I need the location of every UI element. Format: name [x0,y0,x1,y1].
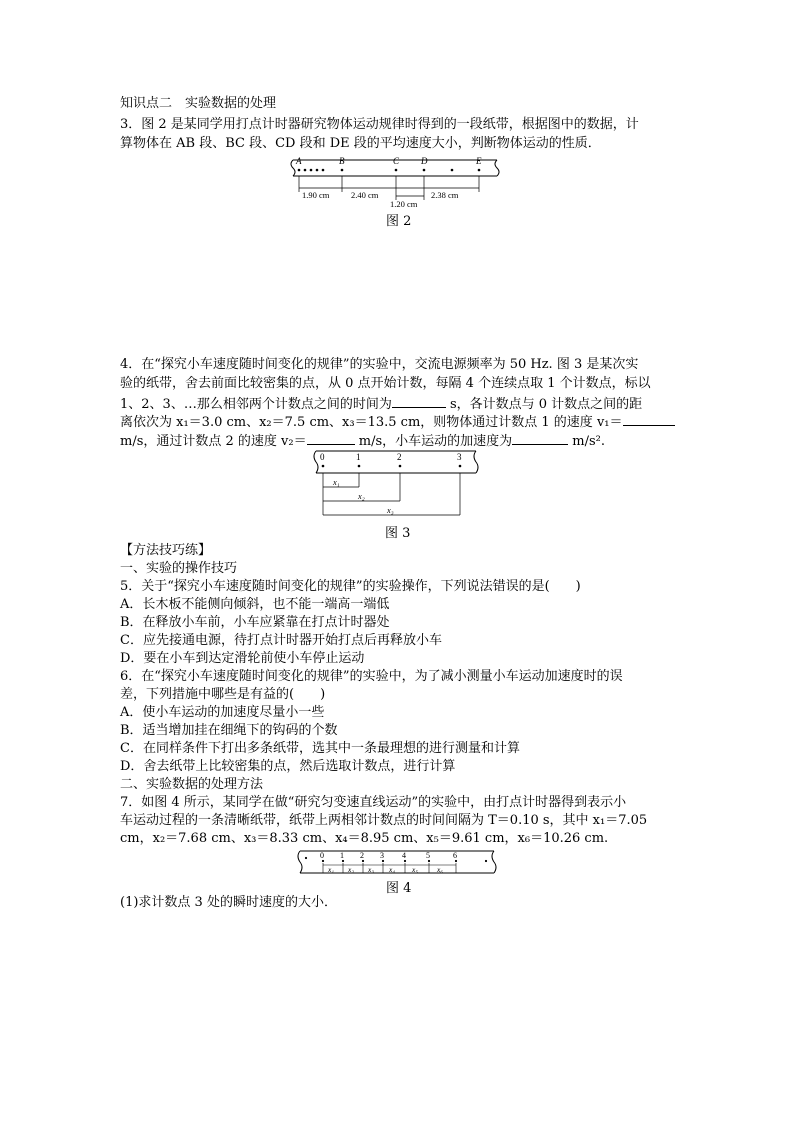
count-point-0: 0 [320,452,325,462]
point-label-e: E [476,156,482,166]
q4-line5-text-c: m/s². [568,434,605,449]
methods-sub2: 二、实验数据的处理方法 [120,777,264,792]
tape-point-1: 1 [340,851,344,860]
distance-x1: x₁ [333,477,340,487]
tape-point-4: 4 [402,851,406,860]
q6-option-c: C．在同样条件下打出多条纸带，选其中一条最理想的进行测量和计算 [120,741,520,756]
methods-heading: 【方法技巧练】 [120,543,212,558]
q4-line5-text-a: m/s，通过计数点 2 的速度 v₂＝ [120,434,307,449]
count-point-2: 2 [397,452,402,462]
q4-line3-end: s，各计数点与 0 计数点之间的距 [445,397,643,412]
count-point-1: 1 [356,452,361,462]
tape-dots [305,857,487,862]
point-label-d: D [421,156,428,166]
tape-point-2: 2 [360,851,364,860]
q4-line1: 4．在“探究小车速度随时间变化的规律”的实验中，交流电源频率为 50 Hz. 图 3 是某次实 [120,357,639,372]
tape-point-3: 3 [380,851,384,860]
q4-line5-text-b: m/s，小车运动的加速度为 [354,434,513,449]
point-label-b: B [339,156,345,166]
q4-line4-text: 离依次为 x₁＝3.0 cm、x₂＝7.5 cm、x₃＝13.5 cm，则物体通过计数点 1 的速度 v₁＝ [120,415,623,430]
figure-4-tape [294,849,500,877]
tape-point-6: 6 [453,851,457,860]
answer-blank-acceleration[interactable] [512,432,568,445]
q5-option-b: B．在释放小车前，小车应紧靠在打点计时器处 [120,615,390,630]
q5-option-a: A．长木板不能侧向倾斜，也不能一端高一端低 [120,597,390,612]
figure-3-caption: 图 3 [385,526,411,541]
tape-dots [322,465,462,468]
q6-option-d: D．舍去纸带上比较密集的点，然后选取计数点，进行计算 [120,759,456,774]
tape-point-5: 5 [426,851,430,860]
segment-x6: x₆ [437,865,443,874]
figure-2-tape [285,154,505,208]
q4-line2: 验的纸带，舍去前面比较密集的点，从 0 点开始计数，每隔 4 个连续点取 1 个计数点，标以 [120,376,651,391]
answer-blank-interval[interactable] [392,395,446,408]
q5-option-d: D．要在小车到达定滑轮前使小车停止运动 [120,651,365,666]
q6-option-b: B．适当增加挂在细绳下的钩码的个数 [120,723,338,738]
answer-blank-v2[interactable] [307,432,355,445]
q4-line5 [120,432,605,450]
segment-x3: x₃ [368,865,374,874]
segment-x1: x₁ [328,865,334,874]
distance-ab: 1.90 cm [302,190,330,200]
q3-line2: 算物体在 AB 段、BC 段、CD 段和 DE 段的平均速度大小，判断物体运动的性质． [120,136,601,151]
methods-sub1: 一、实验的操作技巧 [120,561,238,576]
q4-line3-text: 1、2、3、…那么相邻两个计数点之间的时间为 [120,397,392,412]
point-label-c: C [393,156,400,166]
figure-3-tape [310,449,482,517]
q5-option-c: C．应先接通电源，待打点计时器开始打点后再释放小车 [120,633,442,648]
segment-x5: x₅ [412,865,418,874]
q7-sub1: (1)求计数点 3 处的瞬时速度的大小． [120,895,337,910]
section-heading: 知识点二 实验数据的处理 [120,96,277,111]
segment-x4: x₄ [389,865,395,874]
segment-x2: x₂ [348,865,354,874]
tape-dots [298,169,481,172]
q5-stem: 5．关于“探究小车速度随时间变化的规律”的实验操作，下列说法错误的是( ) [120,579,581,594]
q6-line1: 6．在“探究小车速度随时间变化的规律”的实验中，为了减小测量小车运动加速度时的误 [120,669,623,684]
q7-line3: cm，x₂＝7.68 cm、x₃＝8.33 cm、x₄＝8.95 cm、x₅＝9.61 cm，x₆＝10.26 cm. [120,831,609,846]
q4-line4 [120,413,675,431]
distance-cd: 1.20 cm [390,199,418,209]
q6-line2: 差，下列措施中哪些是有益的( ) [120,687,326,702]
figure-4-caption: 图 4 [386,881,412,896]
distance-x3: x₃ [387,505,394,515]
distance-x2: x₂ [358,491,365,501]
point-label-a: A [296,156,302,166]
q7-line2: 车运动过程的一条清晰纸带，纸带上两相邻计数点的时间间隔为 T＝0.10 s，其中 x₁＝7.05 [120,813,648,828]
count-point-3: 3 [457,452,462,462]
distance-bc: 2.40 cm [351,190,379,200]
q6-option-a: A．使小车运动的加速度尽量小一些 [120,705,325,720]
q4-line3 [120,395,642,413]
figure-2-caption: 图 2 [386,214,412,229]
distance-de: 2.38 cm [431,190,459,200]
q3-line1: 3．图 2 是某同学用打点计时器研究物体运动规律时得到的一段纸带，根据图中的数据，计 [120,117,639,132]
tape-point-0: 0 [320,851,324,860]
answer-blank-v1[interactable] [623,413,675,426]
q7-line1: 7．如图 4 所示，某同学在做“研究匀变速直线运动”的实验中，由打点计时器得到表示小 [120,795,627,810]
